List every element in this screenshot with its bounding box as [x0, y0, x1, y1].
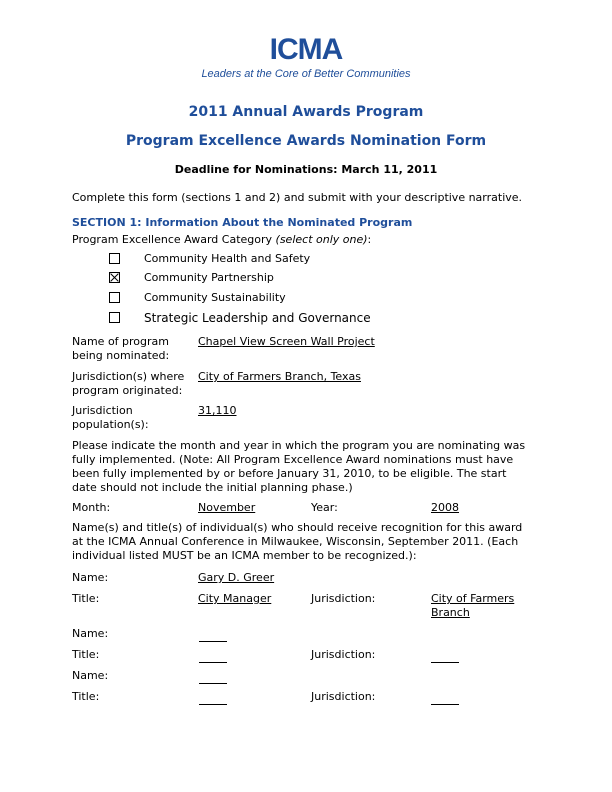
recognition-para-line3: individual listed MUST be an ICMA member to be recognized.): — [72, 549, 417, 562]
category-option-label: Strategic Leadership and Governance — [144, 311, 371, 325]
checkbox-strategic-leadership[interactable] — [109, 312, 120, 323]
person3-jurisdiction-blank[interactable] — [431, 690, 459, 709]
person2-jurisdiction-blank[interactable] — [431, 648, 459, 667]
title-label: Title: — [72, 592, 100, 605]
jurisdiction-label: Jurisdiction: — [311, 690, 376, 703]
program-name-value[interactable]: Chapel View Screen Wall Project — [198, 335, 375, 348]
name-label: Name: — [72, 627, 109, 640]
category-option-label: Community Partnership — [144, 271, 274, 284]
person1-name[interactable]: Gary D. Greer — [198, 571, 275, 584]
checkbox-community-partnership[interactable] — [109, 272, 120, 283]
title-label: Title: — [72, 690, 100, 703]
month-value[interactable]: November — [198, 501, 256, 514]
person3-title-blank[interactable] — [199, 690, 227, 709]
section1-heading: SECTION 1: Information About the Nominated Program — [72, 216, 413, 229]
year-value[interactable]: 2008 — [431, 501, 459, 514]
category-label — [72, 233, 371, 247]
name-label: Name: — [72, 669, 109, 682]
person1-jurisdiction-line1[interactable]: City of Farmers — [431, 592, 515, 605]
jurisdiction-label-line2: program originated: — [72, 384, 183, 397]
category-option-label: Community Sustainability — [144, 291, 286, 304]
population-value[interactable]: 31,110 — [198, 404, 237, 417]
program-title: 2011 Annual Awards Program — [188, 104, 424, 120]
name-label: Name: — [72, 571, 109, 584]
jurisdiction-label-line1: Jurisdiction(s) where — [72, 370, 185, 383]
month-label: Month: — [72, 501, 111, 514]
jurisdiction-label: Jurisdiction: — [311, 648, 376, 661]
deadline-text: Deadline for Nominations: March 11, 2011 — [174, 163, 438, 176]
implementation-para-line4: date should not include the initial planning phase.) — [72, 481, 353, 494]
person2-title-blank[interactable] — [199, 648, 227, 667]
implementation-para-line1: Please indicate the month and year in which the program you are nominating was — [72, 439, 526, 452]
jurisdiction-label: Jurisdiction: — [311, 592, 376, 605]
form-title: Program Excellence Awards Nomination Form — [125, 133, 487, 149]
category-label-text: Program Excellence Award Category — [72, 233, 276, 246]
recognition-para-line1: Name(s) and title(s) of individual(s) who should receive recognition for this award — [72, 521, 523, 534]
category-colon: : — [367, 233, 372, 246]
category-hint: (select only one) — [275, 233, 368, 246]
implementation-para-line2: fully implemented. (Note: All Program Excellence Award nominations must have — [72, 453, 514, 466]
program-name-label-line2: being nominated: — [72, 349, 170, 362]
year-label: Year: — [311, 501, 338, 514]
implementation-para-line3: been fully implemented by or before January 31, 2010, to be eligible. The start — [72, 467, 507, 480]
title-label: Title: — [72, 648, 100, 661]
checkbox-community-health-safety[interactable] — [109, 253, 120, 264]
person1-title[interactable]: City Manager — [198, 592, 272, 605]
jurisdiction-value[interactable]: City of Farmers Branch, Texas — [198, 370, 361, 383]
population-label-line2: population(s): — [72, 418, 149, 431]
checkbox-community-sustainability[interactable] — [109, 292, 120, 303]
recognition-para-line2: at the ICMA Annual Conference in Milwaukee, Wisconsin, September 2011. (Each — [72, 535, 519, 548]
logo-tagline: Leaders at the Core of Better Communities — [201, 68, 411, 80]
person2-name-blank[interactable] — [199, 627, 227, 646]
person3-name-blank[interactable] — [199, 669, 227, 688]
intro-text: Complete this form (sections 1 and 2) and submit with your descriptive narrative. — [72, 191, 523, 204]
category-option-label: Community Health and Safety — [144, 252, 311, 265]
program-name-label-line1: Name of program — [72, 335, 170, 348]
person1-jurisdiction-line2[interactable]: Branch — [431, 606, 470, 619]
icma-logo: ICMA — [269, 33, 343, 66]
population-label-line1: Jurisdiction — [72, 404, 133, 417]
